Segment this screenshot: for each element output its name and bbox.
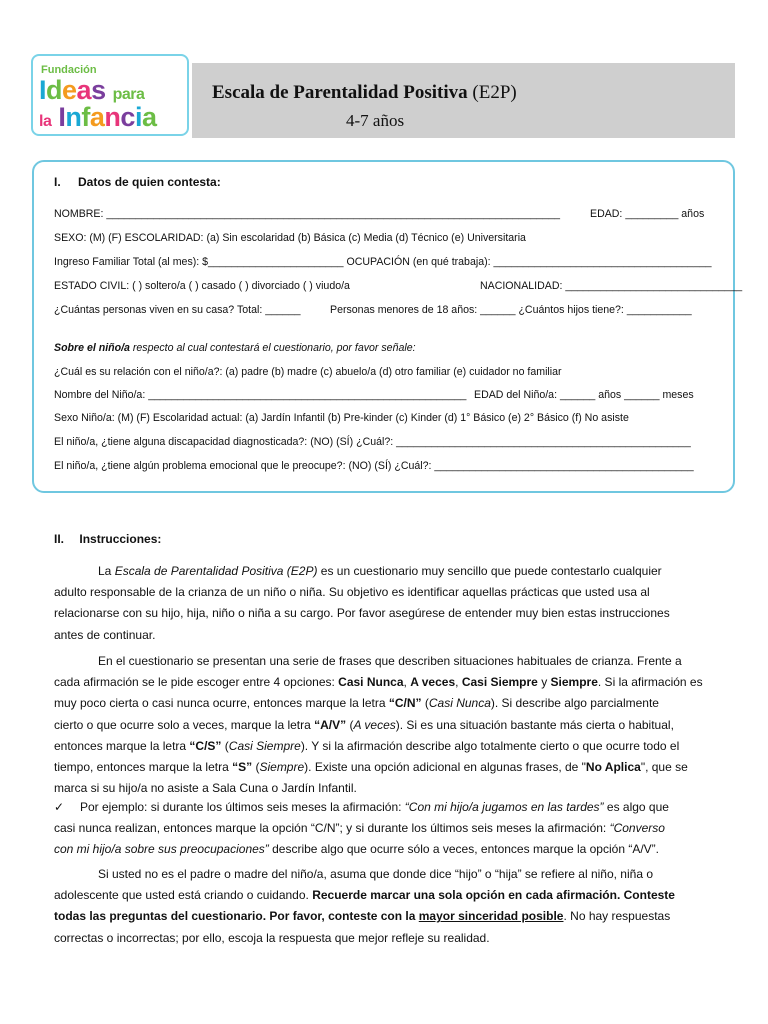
p2-l4a: cierto o que ocurre solo a veces, marque la letra xyxy=(54,717,315,732)
field-estado-civil[interactable]: ESTADO CIVIL: ( ) soltero/a ( ) casado ( ) divorciado ( ) viudo/a xyxy=(54,280,350,292)
p2-l3c: ( xyxy=(421,696,429,711)
p2-code-s: “S” xyxy=(232,760,253,775)
p4-l3c: . No hay respuestas xyxy=(563,909,671,924)
p2-code-cn: “C/N” xyxy=(388,696,422,711)
p2-line-6 xyxy=(54,757,714,778)
p4-l3a: todas las preguntas del cuestionario. Por favor, conteste con la xyxy=(54,909,419,924)
field-discapacidad[interactable]: El niño/a, ¿tiene alguna discapacidad diagnosticada?: (NO) (SÍ) ¿Cuál?: __________________________________________________ xyxy=(54,436,691,448)
document-subtitle: 4-7 años xyxy=(346,111,405,130)
field-edad[interactable]: EDAD: _________ años xyxy=(590,208,705,220)
p2-line-2 xyxy=(54,672,714,693)
document-title xyxy=(212,82,517,104)
field-nacionalidad[interactable]: NACIONALIDAD: ______________________________ xyxy=(480,280,743,292)
field-sexo-escolaridad[interactable]: SEXO: (M) (F) ESCOLARIDAD: (a) Sin escolaridad (b) Básica (c) Media (d) Técnico (e) Universitaria xyxy=(54,232,526,244)
section2-heading xyxy=(54,532,161,546)
p1-text-a: La xyxy=(98,564,115,578)
instructions-example xyxy=(54,797,714,861)
field-nombre[interactable]: NOMBRE: _____________________________________________________________________________ xyxy=(54,208,561,220)
p2-line-7: marca si su hijo/a no asiste a Sala Cuna o Jardín Infantil. xyxy=(54,781,357,796)
p4-line-2 xyxy=(54,885,714,906)
field-edad-nino[interactable]: EDAD del Niño/a: ______ años ______ meses xyxy=(474,389,694,401)
instructions-paragraph-2 xyxy=(54,651,714,799)
p2-l3e: ). Si describe algo parcialmente xyxy=(490,696,659,711)
p2-l6a: tiempo, entonces marque la letra xyxy=(54,760,233,775)
p2-l5d: Casi Siempre xyxy=(228,738,301,753)
title-main: Escala de Parentalidad Positiva xyxy=(212,82,468,103)
p3-l1a: Por ejemplo: si durante los últimos seis meses la afirmación: xyxy=(80,800,405,814)
p2-l2i: . Si la afirmación es xyxy=(597,675,703,690)
section1-title: Datos de quien contesta: xyxy=(78,175,221,189)
p2-l2c: , xyxy=(403,675,411,690)
p2-l2e: , xyxy=(455,675,462,690)
check-icon: ✓ xyxy=(54,800,65,814)
p2-l4d: A veces xyxy=(353,717,396,732)
p2-code-av: “A/V” xyxy=(314,717,347,732)
p4-sinceridad: mayor sinceridad posible xyxy=(418,909,564,924)
instructions-paragraph-4 xyxy=(54,864,714,949)
p2-l6e: ). Existe una opción adicional en algunas frases, de " xyxy=(304,760,586,775)
p3-line-2 xyxy=(54,818,714,839)
logo-fundacion-text: Fundación xyxy=(41,64,97,76)
p4-l2b: Recuerde marcar una sola opción en cada afirmación. Conteste xyxy=(312,888,675,903)
p1-line-3: relacionarse con su hijo, hija, niño o niña a su cargo. Por favor asegúrese de entender muy bien estas instrucciones xyxy=(54,606,670,621)
p2-line-4 xyxy=(54,715,714,736)
p1-text-b: es un cuestionario muy sencillo que puede contestarlo cualquier xyxy=(317,564,662,578)
p2-l2a: cada afirmación se le pide escoger entre 4 opciones: xyxy=(54,675,339,690)
p2-l3a: muy poco cierta o casi nunca ocurre, entonces marque la letra xyxy=(54,696,389,711)
p3-line-1 xyxy=(54,797,714,818)
p2-code-cs: “C/S” xyxy=(189,738,222,753)
p2-l6c: ( xyxy=(252,760,260,775)
field-problema-emocional[interactable]: El niño/a, ¿tiene algún problema emocional que le preocupe?: (NO) (SÍ) ¿Cuál?: ____________________________________________ xyxy=(54,460,694,472)
p3-example-1: “Con mi hijo/a jugamos en las tardes” xyxy=(404,800,604,814)
p2-l3d: Casi Nunca xyxy=(428,696,491,711)
logo-ideas: Ideas xyxy=(39,75,106,105)
title-abbr: (E2P) xyxy=(472,82,517,103)
p2-l6d: Siempre xyxy=(259,760,305,775)
logo-la-infancia xyxy=(39,103,156,136)
field-relacion[interactable]: ¿Cuál es su relación con el niño/a?: (a) padre (b) madre (c) abuelo/a (d) otro familiar (e) cuidador no familiar xyxy=(54,366,562,378)
p3-l3b: describe algo que ocurre sólo a veces, entonces marque la opción “A/V”. xyxy=(268,842,659,857)
field-personas-casa[interactable]: ¿Cuántas personas viven en su casa? Total: ______ xyxy=(54,304,301,316)
p2-line-1: En el cuestionario se presentan una serie de frases que describen situaciones habituales de crianza. Frente a xyxy=(98,654,682,668)
field-ingreso-ocupacion[interactable]: Ingreso Familiar Total (al mes): $_______________________ OCUPACIÓN (en qué trabaja): _____________________________________ xyxy=(54,256,712,268)
field-sexo-escolaridad-nino[interactable]: Sexo Niño/a: (M) (F) Escolaridad actual: (a) Jardín Infantil (b) Pre-kinder (c) Kinder (d) 1° Básico (e) 2° Básico (f) No asiste xyxy=(54,412,629,424)
title-band xyxy=(192,63,735,138)
p1-line-1 xyxy=(54,561,714,582)
p2-l5a: entonces marque la letra xyxy=(54,738,190,753)
field-nombre-nino[interactable]: Nombre del Niño/a: ______________________________________________________ xyxy=(54,389,467,401)
p2-opt-casi-nunca: Casi Nunca xyxy=(338,675,404,690)
field-menores-hijos[interactable]: Personas menores de 18 años: ______ ¿Cuántos hijos tiene?: ___________ xyxy=(330,304,692,316)
foundation-logo xyxy=(31,54,189,136)
p2-no-aplica: No Aplica xyxy=(585,760,641,775)
p4-line-4: correctas o incorrectas; por ello, escoja la respuesta que mejor refleje su realidad. xyxy=(54,930,490,945)
p2-l6g: ", que se xyxy=(640,760,688,775)
p2-l5c: ( xyxy=(221,738,229,753)
p1-line-2: adulto responsable de la crianza de un niño o niña. Su objetivo es identificar aquellas prácticas que usted usa al xyxy=(54,585,650,600)
p4-line-3 xyxy=(54,906,714,927)
p2-l2g: y xyxy=(537,675,551,690)
section1-heading xyxy=(54,175,221,189)
p3-line-3 xyxy=(54,839,714,860)
p4-line-1: Si usted no es el padre o madre del niño/a, asuma que donde dice “hijo” o “hija” se refiere al niño, niña o xyxy=(98,867,654,881)
child-intro-rest: respecto al cual contestará el cuestionario, por favor señale: xyxy=(129,342,416,354)
instructions-paragraph-1 xyxy=(54,561,714,646)
logo-infancia: Infancia xyxy=(58,102,157,132)
p2-opt-casi-siempre: Casi Siempre xyxy=(461,675,538,690)
child-intro xyxy=(54,342,416,354)
p4-l2a: adolescente que usted está criando o cuidando. xyxy=(54,888,313,903)
p3-l1c: es algo que xyxy=(603,800,669,814)
p1-line-4: antes de continuar. xyxy=(54,627,156,642)
p2-line-5 xyxy=(54,736,714,757)
p2-l5e: ). Y si la afirmación describe algo totalmente cierto o que ocurre todo el xyxy=(300,738,680,753)
p2-opt-siempre: Siempre xyxy=(550,675,598,690)
p2-l4c: ( xyxy=(346,717,354,732)
section1-number: I. xyxy=(54,175,61,189)
p2-opt-a-veces: A veces xyxy=(410,675,456,690)
child-intro-bold: Sobre el niño/a xyxy=(54,342,130,354)
p2-l4e: ). Si es una situación bastante más cierta o habitual, xyxy=(395,717,674,732)
logo-para: para xyxy=(112,86,145,103)
p1-scale-name: Escala de Parentalidad Positiva (E2P) xyxy=(114,564,318,578)
logo-la: la xyxy=(39,113,52,130)
section2-number: II. xyxy=(54,532,65,546)
p3-l2a: casi nunca realizan, entonces marque la opción “C/N”; y si durante los últimos seis meses la afirmación: xyxy=(54,821,610,836)
section2-title: Instrucciones: xyxy=(79,532,162,546)
p2-line-3 xyxy=(54,693,714,714)
p3-example-2b: con mi hijo/a sobre sus preocupaciones” xyxy=(54,842,269,857)
p3-example-2a: “Converso xyxy=(609,821,665,836)
